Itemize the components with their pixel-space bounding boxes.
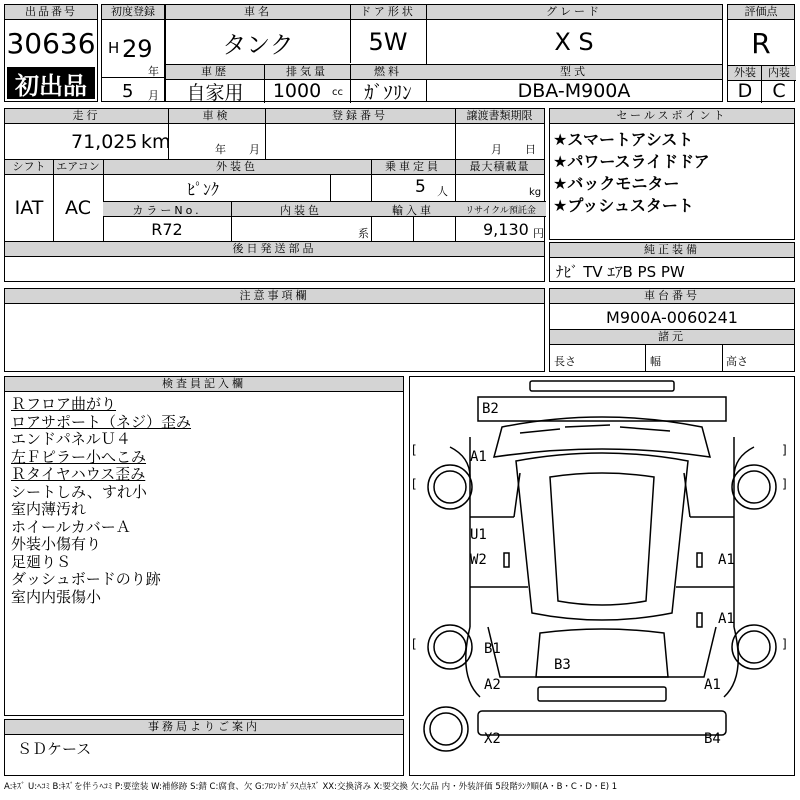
grade-label: グレード xyxy=(426,5,722,20)
seats: 5 xyxy=(415,177,426,197)
load-label: 最大積載量 xyxy=(455,160,544,175)
office-box xyxy=(4,719,404,776)
bracket-mark: [ xyxy=(412,477,417,491)
shift-label: シフト xyxy=(5,160,53,175)
first-registration-label: 初度登録 xyxy=(102,5,164,20)
chassis-box xyxy=(549,288,795,372)
lot-box xyxy=(4,4,98,102)
lot-label: 出品番号 xyxy=(5,5,97,20)
exterior-grade: D xyxy=(737,80,753,102)
recycle-unit: 円 xyxy=(533,227,544,240)
recycle-label: リサイクル預託金 xyxy=(465,206,536,216)
color-label: 外装色 xyxy=(103,160,371,175)
exterior-color: ﾋﾟﾝｸ xyxy=(186,179,219,199)
notes-box xyxy=(4,288,545,372)
equipment-label: 純正装備 xyxy=(550,243,794,258)
remark-line: シートしみ、すれ小 xyxy=(11,482,147,501)
month: 5 xyxy=(122,81,134,102)
chassis-label: 車台番号 xyxy=(550,289,794,304)
exterior-label: 外装 xyxy=(728,66,762,81)
first-listing-badge: 初出品 xyxy=(7,67,95,99)
damage-label: B4 xyxy=(704,731,721,747)
damage-label: U1 xyxy=(470,527,487,543)
docs-month-unit: 月 xyxy=(491,143,502,156)
seats-label: 乗車定員 xyxy=(371,160,455,175)
history-label: 車歴 xyxy=(166,65,264,80)
remark-line: ダッシュボードのり跡 xyxy=(11,570,161,588)
chassis-number: M900A-0060241 xyxy=(606,307,738,327)
docs-label: 譲渡書類期限 xyxy=(455,109,544,124)
damage-label: A2 xyxy=(484,677,501,693)
equipment-box xyxy=(549,242,795,282)
remark-line: ホイールカバーＡ xyxy=(11,517,131,536)
damage-label: A1 xyxy=(470,449,487,465)
mileage-label: 走行 xyxy=(5,109,168,124)
inspection-year-unit: 年 xyxy=(215,143,226,156)
first-registration xyxy=(101,4,165,102)
score-label: 評価点 xyxy=(728,5,794,20)
inspector-remarks xyxy=(11,396,191,606)
inspector-box xyxy=(4,376,404,716)
year-unit: 年 xyxy=(148,65,159,78)
interior-color-unit: 系 xyxy=(358,227,369,240)
grade: X S xyxy=(554,28,594,56)
fuel-label: 燃料 xyxy=(350,65,426,80)
inspection-month-unit: 月 xyxy=(249,143,260,156)
year: 29 xyxy=(122,35,153,63)
car-info-box xyxy=(165,4,723,102)
shift: IAT xyxy=(14,197,44,219)
score: R xyxy=(751,26,771,60)
damage-label: A1 xyxy=(704,677,721,693)
remark-line: 外装小傷有り xyxy=(11,535,102,553)
plate-label: 登録番号 xyxy=(265,109,455,124)
remark-line: ロアサポート（ネジ）歪み xyxy=(11,412,192,431)
car-name-label: 車名 xyxy=(166,5,350,20)
model: DBA-M900A xyxy=(517,80,631,102)
sales-points-box xyxy=(549,108,795,240)
remark-line: 室内薄汚れ xyxy=(11,500,87,518)
displacement-label: 排気量 xyxy=(264,65,350,80)
displacement-unit: cc xyxy=(332,87,343,98)
damage-label: X2 xyxy=(484,731,501,747)
sales-point: ★バックモニター xyxy=(553,174,680,193)
era: H xyxy=(108,39,120,57)
color-no: R72 xyxy=(151,219,183,239)
month-unit: 月 xyxy=(148,89,159,102)
bracket-mark: ] xyxy=(782,443,787,457)
car-diagram xyxy=(410,377,794,775)
remark-line: Ｒタイヤハウス歪み xyxy=(11,465,146,483)
dimensions-label: 諸元 xyxy=(550,330,794,345)
sales-point: ★パワースライドドア xyxy=(553,152,710,171)
score-box xyxy=(727,4,795,102)
fuel: ｶﾞｿﾘﾝ xyxy=(364,81,412,104)
damage-label: A1 xyxy=(718,611,735,627)
damage-label: B1 xyxy=(484,641,501,657)
equipment-value: ﾅﾋﾞ TV ｴｱB PS PW xyxy=(556,263,685,281)
mileage: 71,025 xyxy=(71,131,138,153)
remark-line: 足廻りＳ xyxy=(11,552,72,571)
details-box xyxy=(4,108,545,282)
color-no-label: カラーNo. xyxy=(132,203,202,217)
bracket-mark: ] xyxy=(782,637,787,651)
bracket-mark: [ xyxy=(412,443,417,457)
interior-grade: C xyxy=(772,80,786,102)
lot-number: 30636 xyxy=(6,26,96,60)
remark-line: Ｒフロア曲がり xyxy=(11,395,117,413)
notes-label: 注意事項欄 xyxy=(5,289,544,304)
door-type: 5W xyxy=(368,28,408,56)
office-label: 事務局よりご案内 xyxy=(5,720,403,735)
mileage-unit: km xyxy=(141,131,171,153)
inspection-label: 車検 xyxy=(168,109,265,124)
bracket-mark: [ xyxy=(412,637,417,651)
displacement: 1000 xyxy=(272,80,322,102)
remark-line: 室内内張傷小 xyxy=(11,587,102,606)
remark-line: 左Ｆピラー小へこみ xyxy=(11,447,147,466)
door-label: ドア形状 xyxy=(350,5,426,20)
length-label: 長さ xyxy=(554,355,576,368)
import-label: 輸入車 xyxy=(392,203,434,217)
bracket-mark: ] xyxy=(782,477,787,491)
sales-points-list xyxy=(553,129,710,217)
later-parts-label: 後日発送部品 xyxy=(5,242,544,257)
model-label: 型式 xyxy=(426,65,722,80)
damage-label: A1 xyxy=(718,552,735,568)
damage-label: W2 xyxy=(470,552,487,568)
interior-color-label: 内装色 xyxy=(280,203,322,217)
car-name: タンク xyxy=(222,30,294,59)
office-text: ＳＤケース xyxy=(17,740,92,758)
seats-unit: 人 xyxy=(437,185,448,198)
load-unit: kg xyxy=(529,187,542,198)
interior-label: 内装 xyxy=(762,66,796,81)
height-label: 高さ xyxy=(726,355,748,368)
sales-points-label: セールスポイント xyxy=(550,109,794,124)
damage-map xyxy=(409,376,795,776)
ac: AC xyxy=(65,197,91,219)
recycle-amount: 9,130 xyxy=(483,220,529,239)
docs-day-unit: 日 xyxy=(525,143,536,156)
inspector-label: 検査員記入欄 xyxy=(5,377,403,392)
ac-label: エアコン xyxy=(53,160,103,175)
damage-label: B2 xyxy=(482,401,499,417)
sales-point: ★プッシュスタート xyxy=(553,196,694,215)
width-label: 幅 xyxy=(650,355,661,368)
legend: A:ｷｽﾞ U:ﾍｺﾐ B:ｷｽﾞを伴うﾍｺﾐ P:要塗装 W:補修跡 S:錆 C:腐食、欠 G:ﾌﾛﾝﾄｶﾞﾗｽ点ｷｽﾞ XX:交換済み X:要交換 欠:欠品 内・外装評価 5段階ﾗﾝｸ順(A・B・C・D・E) 1 xyxy=(4,782,618,792)
damage-label: B3 xyxy=(554,657,571,673)
sales-point: ★スマートアシスト xyxy=(553,130,694,149)
history: 自家用 xyxy=(186,81,244,104)
remark-line: エンドパネルＵ４ xyxy=(11,430,131,448)
